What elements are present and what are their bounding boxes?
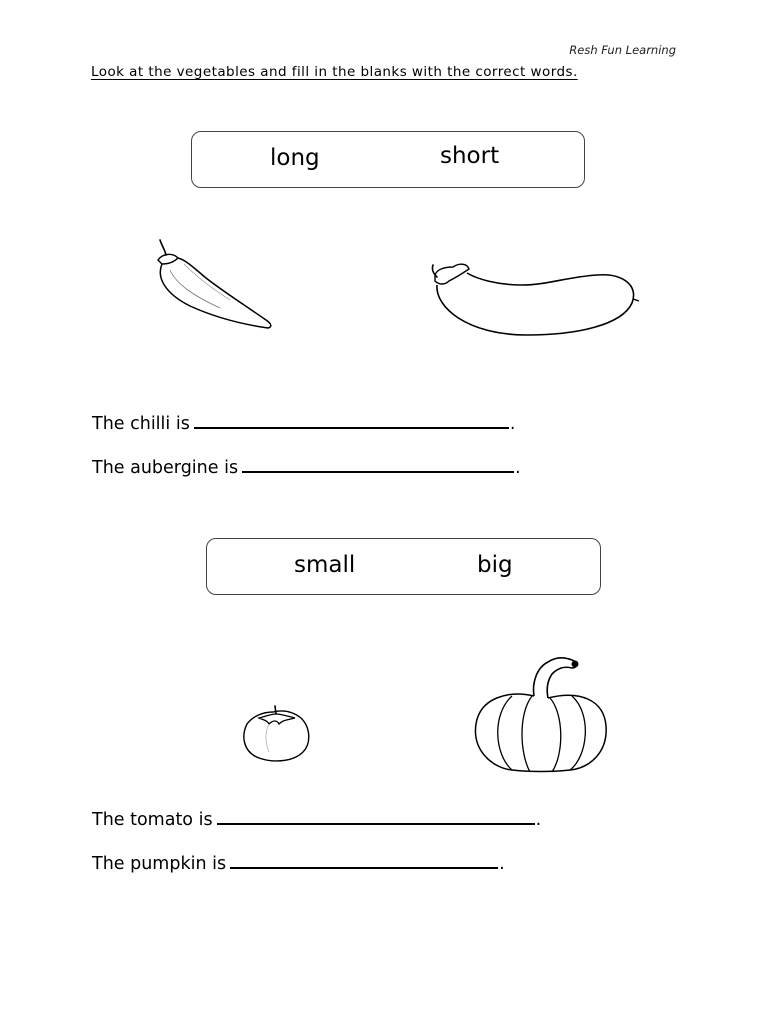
sentence-text: The chilli is xyxy=(92,414,190,434)
sentence-end: . xyxy=(535,810,542,830)
tomato-icon xyxy=(239,702,313,764)
sentence-text: The aubergine is xyxy=(92,458,239,478)
word-bank-size xyxy=(206,538,601,595)
word-option-big: big xyxy=(477,552,513,578)
brand-label: Resh Fun Learning xyxy=(569,43,676,57)
word-option-long: long xyxy=(270,145,320,171)
chilli-icon xyxy=(150,236,278,331)
answer-blank-tomato[interactable] xyxy=(217,809,535,825)
answer-blank-chilli[interactable] xyxy=(194,413,509,429)
word-option-small: small xyxy=(294,552,356,578)
sentence-end: . xyxy=(509,414,516,434)
sentence-text: The pumpkin is xyxy=(92,854,227,874)
answer-blank-pumpkin[interactable] xyxy=(230,853,498,869)
answer-blank-aubergine[interactable] xyxy=(242,457,514,473)
sentence-pumpkin xyxy=(92,853,505,874)
sentence-chilli xyxy=(92,413,515,434)
sentence-aubergine xyxy=(92,457,521,478)
pumpkin-icon xyxy=(472,654,610,776)
word-bank-length xyxy=(191,131,585,188)
word-option-short: short xyxy=(440,143,500,169)
sentence-text: The tomato is xyxy=(92,810,213,830)
sentence-end: . xyxy=(499,854,505,874)
sentence-end: . xyxy=(515,458,521,478)
sentence-tomato xyxy=(92,809,541,830)
aubergine-icon xyxy=(427,255,642,340)
instruction-heading: Look at the vegetables and fill in the blanks with the correct words. xyxy=(91,64,578,80)
